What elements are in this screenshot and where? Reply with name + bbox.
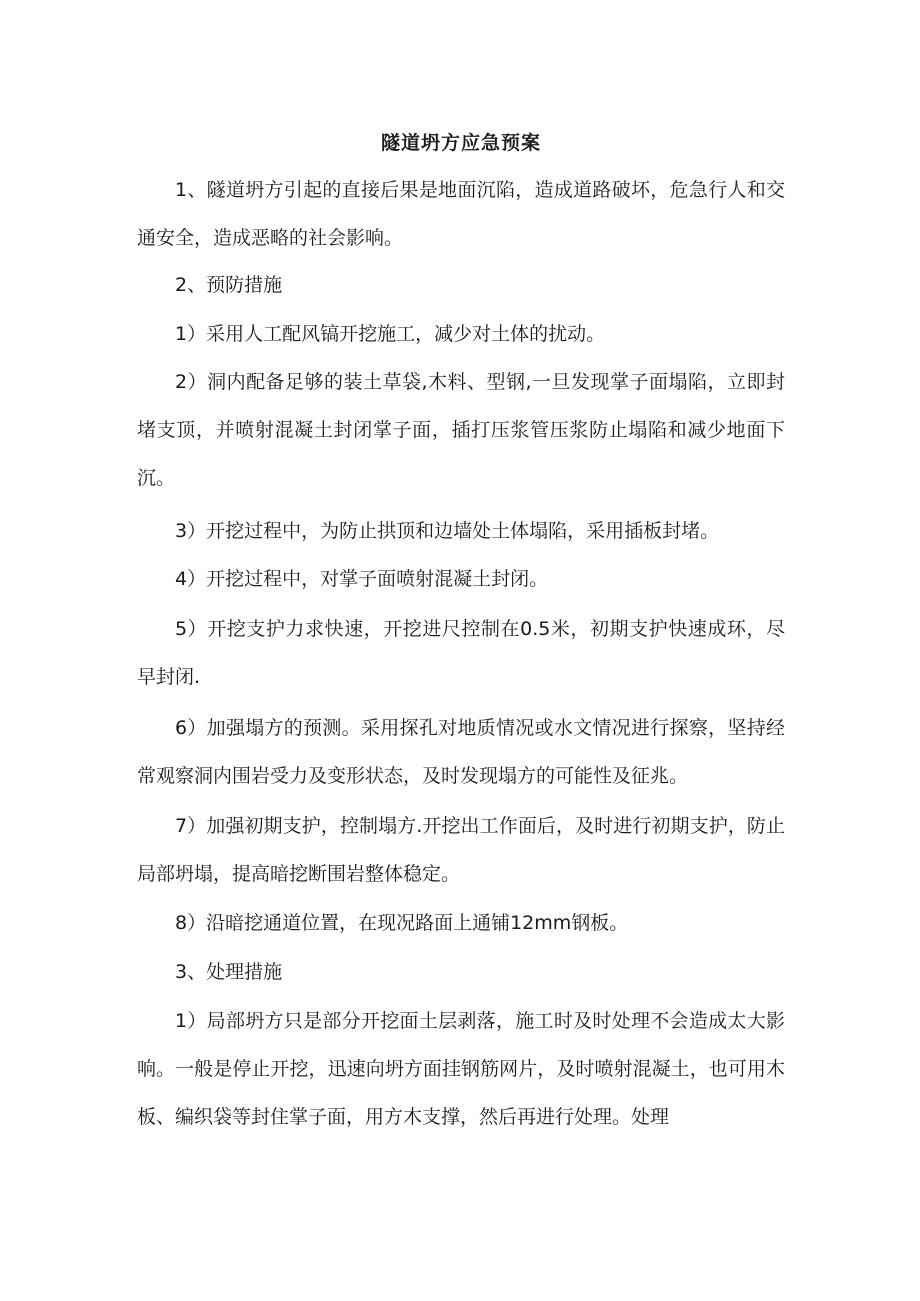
paragraph-10: 8）沿暗挖通道位置，在现况路面上通铺12mm钢板。 [175,912,629,934]
paragraph-8: 6）加强塌方的预测。采用探孔对地质情况或水文情况进行探察，坚持经常观察洞内围岩受力及变形状态，及时发现塌方的可能性及征兆。 [137,717,785,787]
paragraph-4: 2）洞内配备足够的装土草袋,木料、型钢,一旦发现掌子面塌陷，立即封堵支顶，并喷射混凝土封闭掌子面，插打压浆管压浆防止塌陷和减少地面下沉。 [137,371,785,489]
paragraph-5: 3）开挖过程中，为防止拱顶和边墙处土体塌陷，采用插板封堵。 [175,520,720,542]
paragraph-11: 3、处理措施 [175,961,283,983]
paragraph-1: 1、隧道坍方引起的直接后果是地面沉陷，造成道路破坏，危急行人和交通安全，造成恶略的社会影响。 [137,179,785,249]
paragraph-7: 5）开挖支护力求快速，开挖进尺控制在0.5米，初期支护快速成环，尽早封闭. [137,618,785,688]
paragraph-6: 4）开挖过程中，对掌子面喷射混凝土封闭。 [175,568,549,590]
paragraph-9: 7）加强初期支护，控制塌方.开挖出工作面后，及时进行初期支护，防止局部坍塌，提高暗挖断围岩整体稳定。 [137,815,785,885]
paragraph-12: 1）局部坍方只是部分开挖面土层剥落，施工时及时处理不会造成太大影响。一般是停止开挖，迅速向坍方面挂钢筋网片，及时喷射混凝土，也可用木板、编织袋等封住掌子面，用方木支撑，然后再进行处理。处理 [137,1010,785,1128]
paragraph-2: 2、预防措施 [175,274,283,296]
paragraph-3: 1）采用人工配风镐开挖施工，减少对土体的扰动。 [175,323,606,345]
document-title: 隧道坍方应急预案 [380,132,541,154]
